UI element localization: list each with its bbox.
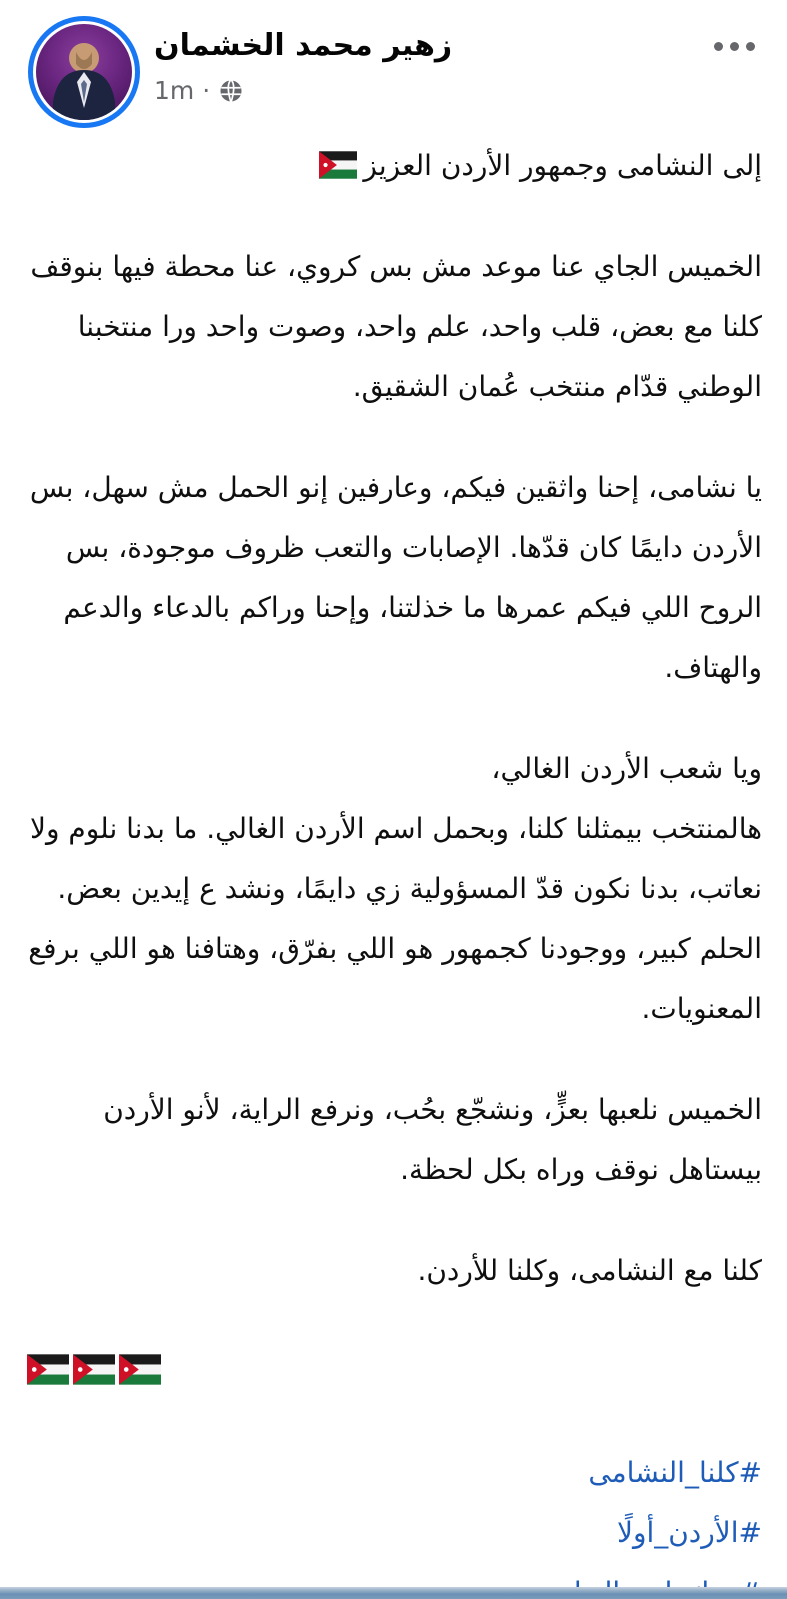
post-paragraph: الخميس الجاي عنا موعد مش بس كروي، عنا محطة فيها بنوقف كلنا مع بعض، قلب واحد، علم واحد، وصوت واحد ورا منتخبنا الوطني قدّام منتخب عُمان الشقيق. [30,250,762,403]
bottom-divider-bar [0,1587,787,1599]
post-header [0,0,787,128]
person-portrait-icon [36,24,132,120]
ellipsis-dot [746,42,755,51]
hashtags-block [25,1443,762,1599]
jordan-flag-icon [119,1354,161,1385]
hashtag-link[interactable]: #الأردن_أولًا [616,1516,762,1549]
post-content [0,128,787,1599]
hashtag-link[interactable]: #كلنا_النشامى [588,1456,762,1489]
ellipsis-dot [714,42,723,51]
post-paragraph [25,739,762,1039]
post-paragraph: كلنا مع النشامى، وكلنا للأردن. [417,1254,762,1287]
post-paragraph-greeting [25,136,762,196]
paragraph-line: ويا شعب الأردن الغالي، [491,752,762,785]
post-meta [154,76,708,105]
post-paragraph: الخميس نلعبها بعزٍّ، ونشجّع بحُب، ونرفع الراية، لأنو الأردن بيستاهل نوقف وراه بكل لحظة. [103,1093,762,1186]
paragraph-line: هالمنتخب بيمثلنا كلنا، وبحمل اسم الأردن الغالي. ما بدنا نلوم ولا نعاتب، بدنا نكون قدّ المسؤولية زي دايمًا، ونشد ع إيدين بعض. الحلم كبير، ووجودنا كجمهور هو اللي بفرّق، وهتافنا هو اللي برفع المعنويات. [28,812,762,1025]
jordan-flag-icon [73,1354,115,1385]
flags-row [25,1342,762,1402]
meta-separator: · [202,76,211,105]
greeting-text: إلى النشامى وجمهور الأردن العزيز [363,149,762,182]
post-paragraph: يا نشامى، إحنا واثقين فيكم، وعارفين إنو الحمل مش سهل، بس الأردن دايمًا كان قدّها. الإصابات والتعب ظروف موجودة، بس الروح اللي فيكم عمرها ما خذلتنا، وإحنا وراكم بالدعاء والدعم والهتاف. [29,471,762,684]
jordan-flag-icon [27,1354,69,1385]
avatar[interactable] [28,16,140,128]
timestamp[interactable]: 1m [154,76,195,105]
profile-name[interactable]: زهير محمد الخشمان [154,28,453,63]
post-menu-button[interactable] [708,36,761,57]
ellipsis-dot [730,42,739,51]
globe-icon [218,78,244,104]
avatar-photo [36,24,132,120]
jordan-flag-icon [319,151,357,179]
header-info [154,16,708,105]
